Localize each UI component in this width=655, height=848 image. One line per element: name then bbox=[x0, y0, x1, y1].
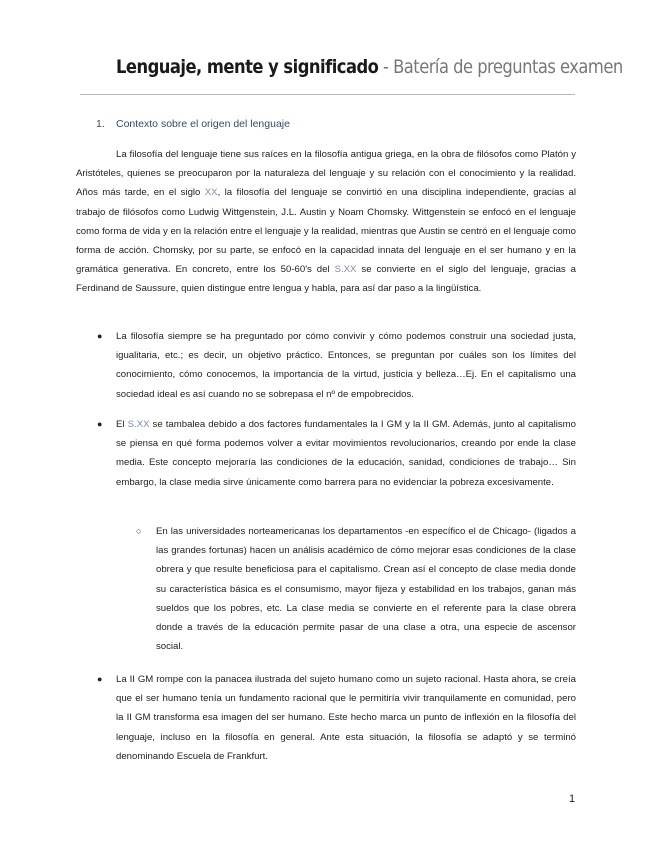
title-subtitle: Batería de preguntas examen bbox=[393, 56, 623, 78]
title-separator: - bbox=[378, 56, 394, 78]
bullet-item-2 bbox=[97, 415, 576, 492]
title-main: Lenguaje, mente y significado bbox=[116, 56, 379, 78]
century-link-sxx[interactable]: S.XX bbox=[127, 419, 150, 430]
document-title bbox=[116, 56, 623, 78]
bullet-dot-icon: ● bbox=[97, 419, 103, 429]
bullet-dot-icon: ● bbox=[97, 331, 103, 341]
intro-paragraph bbox=[76, 145, 576, 299]
century-link-xx[interactable]: XX bbox=[204, 187, 218, 199]
bullet-item-1 bbox=[97, 327, 576, 404]
bullet-text-pre: El bbox=[116, 419, 128, 430]
bullet-text: La II GM rompe con la panacea ilustrada del sujeto humano como un sujeto racional. Hasta ahora, se creía que el ser humano tenía un fundamento racional que le permitiría vivir tranquilamente en comunidad, pero la II GM transforma esa imagen del ser humano. Este hecho marca un punto de inflexión en la filosofía del lenguaje, incluso en la filosofía en general. Ante esta situación, la filosofía se adaptó y se terminó denominando Escuela de Frankfurt. bbox=[116, 674, 576, 762]
bullet-text: La filosofía siempre se ha preguntado por cómo convivir y cómo podemos construir una sociedad justa, igualitaria, etc.; es decir, un objetivo práctico. Entonces, se preguntan por cuáles son los límites del conocimiento, cómo conocemos, la importancia de la virtud, justicia y belleza…Ej. En el capitalismo una sociedad ideal es así cuando no se sobrepasa el nº de empobrecidos. bbox=[116, 331, 576, 400]
intro-text-part3: se convierte en el siglo del lenguaje, gracias a Ferdinand de Saussure, quien distingue entre lengua y habla, para así dar paso a la lingüística. bbox=[76, 264, 576, 295]
bullet-dot-icon: ● bbox=[97, 674, 103, 684]
bullet-item-3 bbox=[97, 670, 576, 766]
intro-text-part1: La filosofía del lenguaje tiene sus raíces en la filosofía antigua griega, en la obra de filósofos como Platón y Aristóteles, quienes se preocuparon por la naturaleza del lenguaje y su relación con el conocimiento y la realidad. Años más tarde, en el siglo bbox=[76, 149, 576, 199]
section-number: 1. bbox=[96, 118, 105, 130]
intro-text-part2: , la filosofía del lenguaje se convirtió en una disciplina independiente, gracias al trabajo de filósofos como Ludwig Wittgenstein, J.L. Austin y Noam Chomsky. Wittgenstein se enfocó en el lenguaje como forma de vida y en la relación entre el lenguaje y la realidad, mientras que Austin se centró en el lenguaje como forma de acción. Chomsky, por su parte, se enfocó en la capacidad innata del lenguaje en el ser humano y en la gramática generativa. En concreto, entre los 50-60's del bbox=[76, 187, 576, 276]
sub-bullet-item bbox=[136, 522, 576, 656]
section-heading-text: Contexto sobre el origen del lenguaje bbox=[116, 118, 290, 130]
header-divider bbox=[80, 94, 575, 95]
section-heading bbox=[96, 118, 290, 130]
sub-bullet-text: En las universidades norteamericanas los departamentos -en específico el de Chicago- (ligados a las grandes fortunas) hacen un análisis académico de cómo mejorar esas condiciones de la clase obrera y que resulte beneficiosa para el capitalismo. Crean así el concepto de clase media donde su característica básica es el consumismo, mayor fijeza y estabilidad en los trabajos, ganan más sueldos que los pobres, etc. La clase media se convierte en el referente para la clase obrera donde a través de la educación permite pasar de una clase a otra, una especie de ascensor social. bbox=[156, 526, 576, 653]
page-number: 1 bbox=[569, 793, 576, 805]
century-link-sxx[interactable]: S.XX bbox=[334, 264, 357, 276]
bullet-text: se tambalea debido a dos factores fundamentales la I GM y la II GM. Además, junto al capitalismo se piensa en qué forma podemos volver a evitar movimientos revolucionarios, creando por ende la clase media. Este concepto mejoraría las condiciones de la educación, sanidad, condiciones de trabajo… Sin embargo, la clase media sirve únicamente como barrera para no evidenciar la pobreza excesivamente. bbox=[116, 419, 576, 488]
sub-bullet-circle-icon: ○ bbox=[136, 526, 142, 536]
